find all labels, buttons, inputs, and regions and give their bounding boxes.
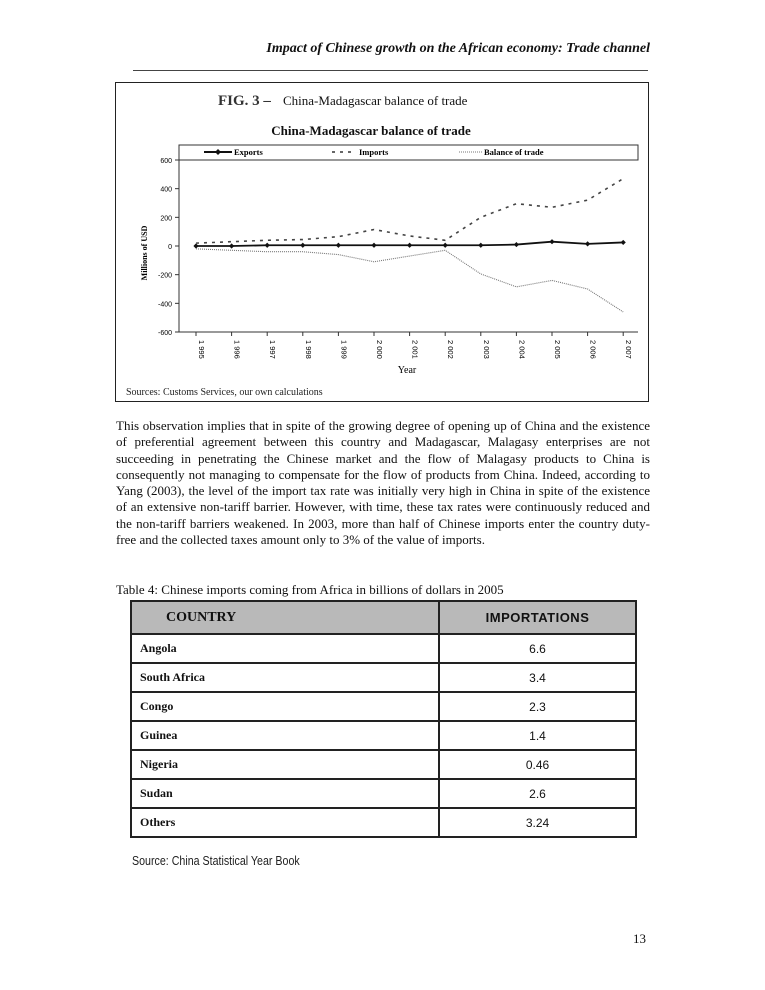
cell-country: Angola	[131, 634, 439, 663]
exports-point	[229, 243, 234, 248]
exports-point	[265, 243, 270, 248]
exports-point	[300, 243, 305, 248]
figure-source: Sources: Customs Services, our own calculations	[126, 387, 323, 398]
y-tick-label: -400	[157, 301, 172, 309]
exports-point	[478, 243, 483, 248]
balance-of-trade-chart	[116, 83, 648, 401]
table-row	[131, 721, 636, 750]
body-paragraph: This observation implies that in spite of the growing degree of opening up of China and the existence of preferential agreement between this country and Madagascar, Malagasy enterprises are not succeeding in penetrating the Chinese market and the flow of Malagasy products to China is consequently not managing to compensate for the flow of products from China. Indeed, according to Yang (2003), the level of the import tax rate was initially very high in China in spite of the existence of an extensive non-tariff barrier. However, with time, these tax rates were continuously reduced and the non-tariff barriers weakened. In 2003, more than half of Chinese imports enter the country duty-free and the collected taxes amount only to 3% of the value of imports.	[116, 418, 650, 548]
chart-title: China-Madagascar balance of trade	[271, 123, 471, 138]
exports-point	[549, 239, 554, 244]
cell-importation: 0.46	[439, 750, 636, 779]
header-rule	[133, 70, 648, 71]
cell-country: South Africa	[131, 663, 439, 692]
table-header-row	[131, 601, 636, 634]
cell-importation: 2.3	[439, 692, 636, 721]
y-ticks	[158, 158, 179, 337]
x-tick-label: 1 999	[339, 340, 349, 359]
table-row	[131, 663, 636, 692]
x-tick-label: 2 001	[410, 340, 420, 359]
legend-label-imports: Imports	[359, 147, 389, 157]
cell-importation: 3.4	[439, 663, 636, 692]
cell-importation: 2.6	[439, 779, 636, 808]
cell-country: Others	[131, 808, 439, 837]
running-header: Impact of Chinese growth on the African economy: Trade channel	[266, 41, 650, 56]
table-row	[131, 750, 636, 779]
header-country: COUNTRY	[131, 601, 439, 634]
table-row	[131, 692, 636, 721]
x-tick-label: 1 995	[197, 340, 206, 359]
figure-caption-prefix: FIG. 3 –	[218, 93, 271, 109]
table-caption: Table 4: Chinese imports coming from Africa in billions of dollars in 2005	[116, 582, 504, 597]
table-row	[131, 634, 636, 663]
x-tick-label: 2 002	[446, 340, 456, 359]
page-number: 13	[633, 931, 646, 946]
y-tick-label: -200	[157, 272, 172, 280]
x-tick-label: 1 998	[303, 340, 313, 359]
cell-importation: 6.6	[439, 634, 636, 663]
x-tick-label: 2 003	[481, 340, 491, 359]
table-row	[131, 808, 636, 837]
cell-importation: 3.24	[439, 808, 636, 837]
exports-point	[407, 243, 412, 248]
exports-point	[443, 243, 448, 248]
y-tick-label: 0	[168, 244, 172, 251]
cell-country: Nigeria	[131, 750, 439, 779]
x-tick-label: 1 996	[232, 340, 242, 359]
legend-label-exports: Exports	[234, 147, 263, 157]
x-ticks	[196, 332, 633, 359]
exports-point	[336, 243, 341, 248]
figure-caption-title: China-Madagascar balance of trade	[283, 93, 468, 108]
y-tick-label: -600	[157, 330, 172, 337]
y-tick-label: 200	[160, 215, 172, 223]
x-tick-label: 1 997	[268, 340, 278, 359]
cell-country: Congo	[131, 692, 439, 721]
figure-3	[115, 82, 649, 402]
cell-country: Guinea	[131, 721, 439, 750]
x-tick-label: 2 004	[517, 340, 527, 359]
x-tick-label: 2 006	[588, 340, 598, 359]
y-tick-label: 400	[160, 186, 172, 194]
legend-label-balance: Balance of trade	[484, 147, 544, 157]
cell-importation: 1.4	[439, 721, 636, 750]
y-axis-label: Millions of USD	[140, 225, 149, 281]
imports-line	[196, 179, 623, 244]
exports-point	[514, 242, 519, 247]
x-axis-label: Year	[397, 365, 417, 376]
exports-point	[585, 241, 590, 246]
exports-point	[371, 243, 376, 248]
y-tick-label: 600	[160, 158, 172, 165]
x-tick-label: 2 005	[553, 340, 562, 359]
header-importations: IMPORTATIONS	[439, 601, 636, 634]
series-layer	[193, 179, 625, 312]
x-tick-label: 2 000	[375, 340, 384, 359]
table-row	[131, 779, 636, 808]
balance-line	[196, 249, 623, 312]
imports-table	[130, 600, 637, 838]
cell-country: Sudan	[131, 779, 439, 808]
exports-point	[621, 240, 626, 245]
table-source: Source: China Statistical Year Book	[132, 853, 300, 868]
x-tick-label: 2 007	[624, 340, 634, 359]
exports-point	[193, 243, 198, 248]
